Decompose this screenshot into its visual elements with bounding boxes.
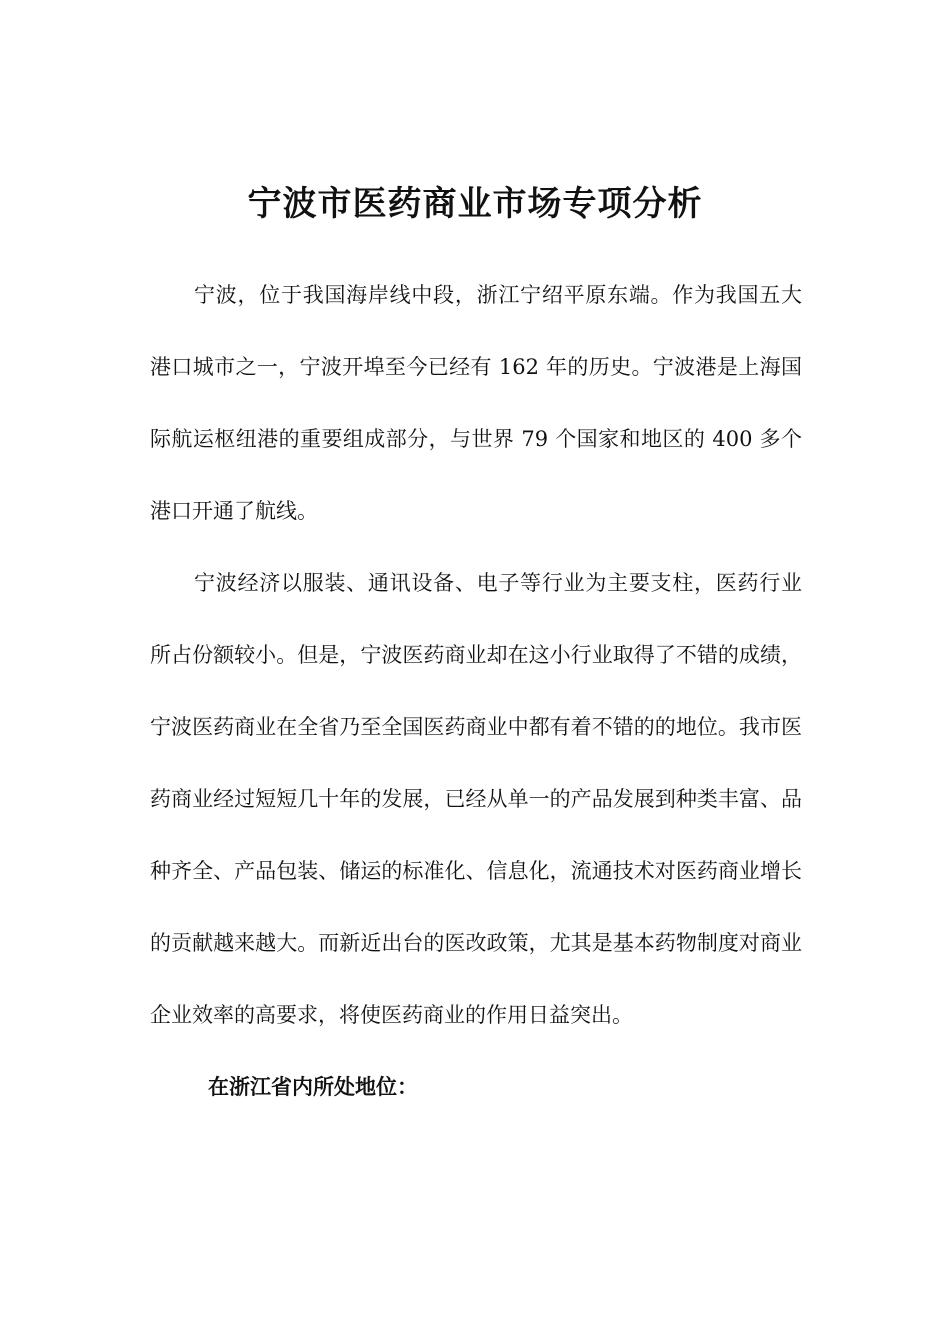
paragraph-economy: 宁波经济以服装、通讯设备、电子等行业为主要支柱，医药行业所占份额较小。但是，宁波医药商业却在这小行业取得了不错的成绩，宁波医药商业在全省乃至全国医药商业中都有着不错的的地位。我市医药商业经过短短几十年的发展，已经从单一的产品发展到种类丰富、品种齐全、产品包装、储运的标准化、信息化，流通技术对医药商业增长的贡献越来越大。而新近出台的医改政策，尤其是基本药物制度对商业企业效率的高要求，将使医药商业的作用日益突出。 — [150, 571, 802, 1027]
document-body — [150, 259, 802, 1123]
paragraph-intro: 宁波，位于我国海岸线中段，浙江宁绍平原东端。作为我国五大港口城市之一，宁波开埠至今已经有 162 年的历史。宁波港是上海国际航运枢纽港的重要组成部分，与世界 79 个国家和地区的 400 多个港口开通了航线。 — [150, 283, 802, 523]
document-title: 宁波市医药商业市场专项分析 — [247, 184, 703, 224]
section-heading: 在浙江省内所处地位： — [208, 1074, 418, 1099]
